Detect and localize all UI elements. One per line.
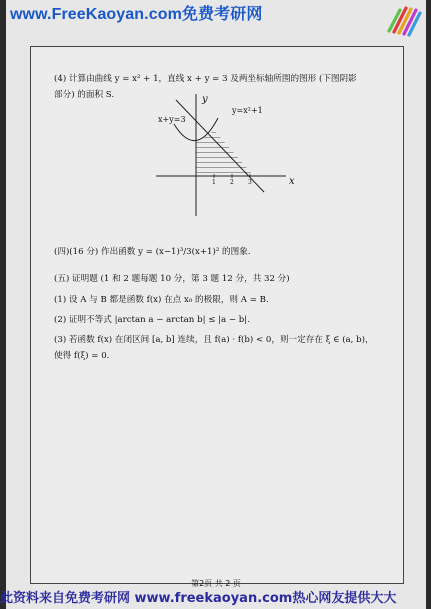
- exam-page: [6, 0, 426, 609]
- site-header-link[interactable]: www.FreeKaoyan.com免费考研网: [10, 6, 263, 23]
- problem-4-text-line-1: (4) 计算由曲线 y = x² + 1，直线 x + y = 3 及两坐标轴所围的图形 (下图阴影: [54, 74, 357, 84]
- problem-4-text-line-2: 部分) 的面积 S.: [54, 90, 115, 100]
- section-5-question-2: (2) 证明不等式 |arctan a − arctan b| ≤ |a − b|.: [54, 315, 250, 325]
- page-number: 第2页 共 2 页: [191, 579, 241, 588]
- section-5-question-3-line-2: 使得 f(ξ) = 0.: [54, 351, 110, 361]
- tick-label-3: 3: [248, 179, 252, 186]
- line-label: x+y=3: [158, 115, 186, 124]
- section-5-question-1: (1) 设 A 与 B 都是函数 f(x) 在点 x₀ 的极限，则 A = B.: [54, 295, 269, 305]
- section-4-text: (四)(16 分) 作出函数 y = (x−1)³/3(x+1)² 的图象.: [54, 247, 251, 257]
- tick-label-1: 1: [212, 179, 216, 186]
- site-header: [6, 0, 426, 22]
- tick-label-2: 2: [230, 179, 234, 186]
- y-axis-label: y: [202, 94, 208, 105]
- freekaoyan-logo-icon: [380, 2, 424, 38]
- section-5-question-3-line-1: (3) 若函数 f(x) 在闭区间 [a, b] 连续，且 f(a) · f(b) < 0，则一定存在 ξ ∈ (a, b)，: [54, 335, 374, 345]
- curve-label: y=x²+1: [232, 106, 263, 115]
- watermark-banner: 此资料来自免费考研网 www.freekaoyan.com热心网友提供大大: [0, 591, 397, 606]
- section-5-title: (五) 证明题 (1 和 2 题每题 10 分，第 3 题 12 分，共 32 分): [54, 274, 290, 284]
- x-axis-label: x: [289, 176, 295, 187]
- area-figure: [156, 92, 306, 220]
